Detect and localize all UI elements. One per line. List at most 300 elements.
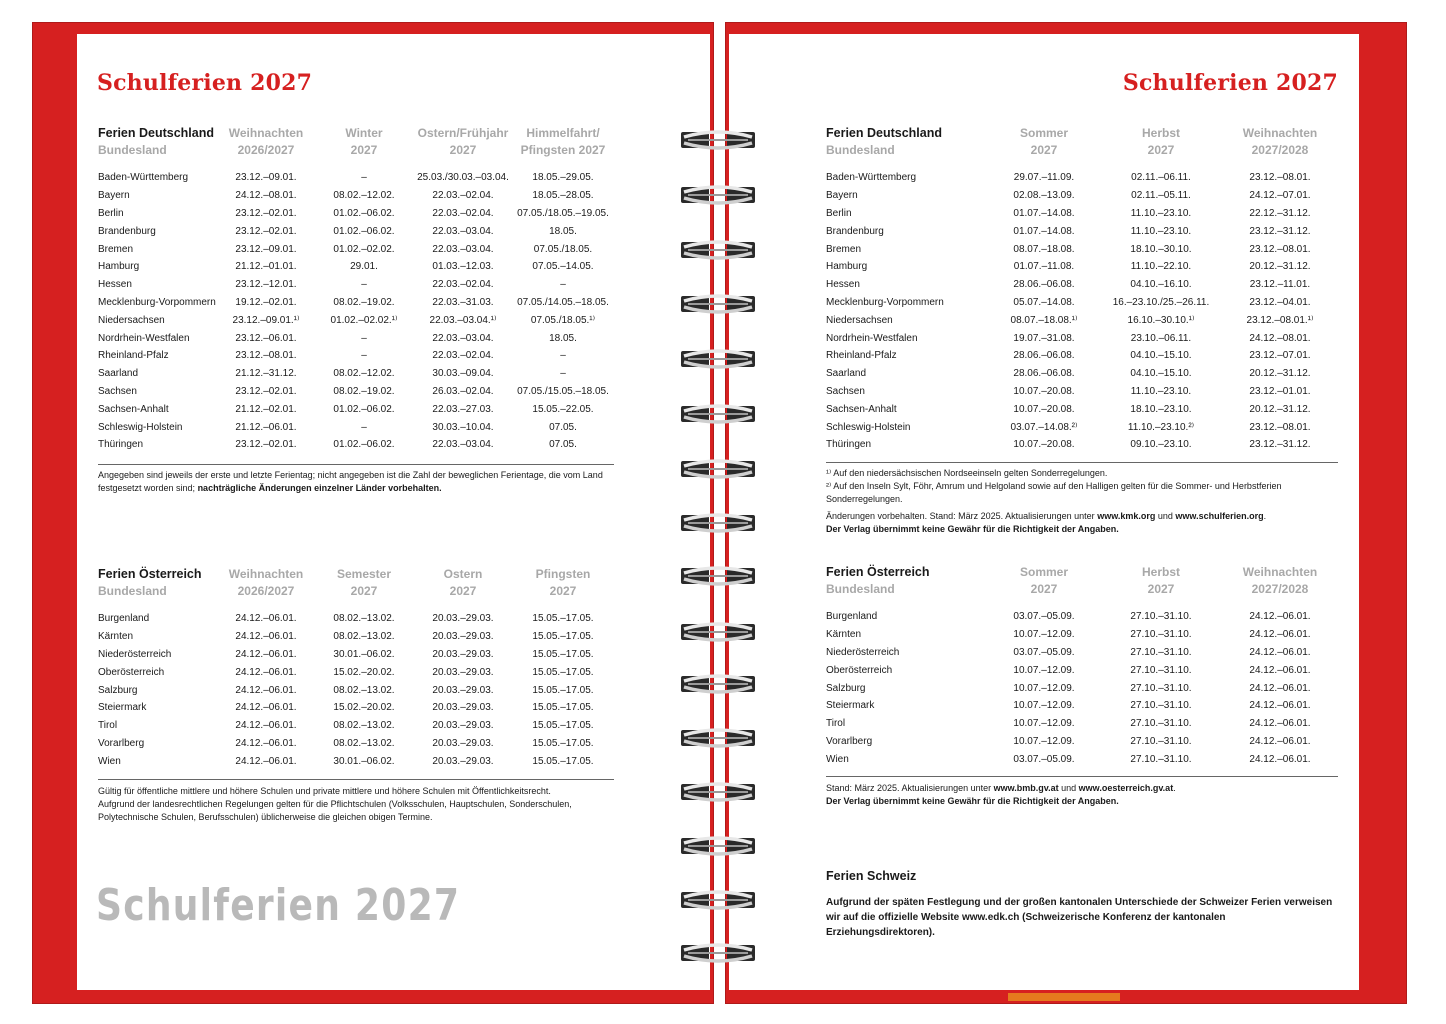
row-dates: 19.07.–31.08. [1013,332,1075,344]
row-dates: 15.05.–17.05. [532,684,594,696]
table-row [826,436,1340,454]
table-row [826,294,1340,312]
row-region: Mecklenburg-Vorpommern [98,296,216,308]
chapter-title: Schulferien 2027 [96,880,461,931]
row-region: Rheinland-Pfalz [826,350,897,362]
spiral-ring [680,673,756,695]
row-dates: 18.10.–30.10. [1130,243,1192,255]
row-dates: 04.10.–16.10. [1130,279,1192,291]
table-row [826,222,1340,240]
row-dates: 07.05./14.05.–18.05. [517,296,609,308]
row-region: Steiermark [826,700,875,712]
spiral-ring [680,512,756,534]
row-dates: 30.03.–10.04. [432,421,494,433]
row-region: Sachsen [826,385,865,397]
table-header-region: Ferien Deutschland Bundesland [98,126,214,157]
row-dates: 08.07.–18.08.¹⁾ [1010,314,1078,326]
row-region: Kärnten [826,629,862,641]
row-dates: 04.10.–15.10. [1130,350,1192,362]
row-dates: – [560,350,566,362]
row-dates: 11.10.–23.10. [1130,385,1192,397]
row-dates: 21.12.–06.01. [235,421,297,433]
row-dates: 07.05./15.05.–18.05. [517,385,609,397]
row-region: Thüringen [826,439,872,451]
table-row [98,418,614,436]
row-dates: 10.07.–12.09. [1013,664,1075,676]
row-dates: 23.12.–31.12. [1249,439,1311,451]
row-dates: 24.12.–08.01. [235,190,297,202]
row-region: Hamburg [98,261,140,273]
row-region: Bremen [98,243,134,255]
table-at-winter-spring [98,566,614,770]
table-row [98,699,614,717]
table-row [826,311,1340,329]
row-dates: 19.12.–02.01. [235,296,297,308]
row-dates: 23.10.–06.11. [1130,332,1192,344]
row-dates: 22.03.–03.04. [432,332,494,344]
row-dates: 05.07.–14.08. [1013,296,1075,308]
row-region: Salzburg [98,684,138,696]
row-dates: 02.11.–05.11. [1131,190,1191,202]
row-dates: 24.12.–06.01. [235,755,297,767]
row-dates: 10.07.–12.09. [1013,700,1075,712]
row-dates: 15.05.–17.05. [532,631,594,643]
row-dates: 20.03.–29.03. [432,648,494,660]
row-region: Tirol [826,718,846,730]
row-dates: 27.10.–31.10. [1130,735,1192,747]
row-dates: 03.07.–05.09. [1013,611,1075,623]
row-region: Hamburg [826,261,868,273]
row-dates: 11.10.–23.10. [1130,225,1192,237]
table-row [826,750,1340,768]
row-region: Nordrhein-Westfalen [98,332,190,344]
ch-heading: Ferien Schweiz [826,869,917,883]
table-row [826,400,1340,418]
row-dates: 08.02.–19.02. [333,296,395,308]
row-dates: 23.12.–02.01. [235,385,297,397]
row-dates: 24.12.–06.01. [1249,735,1311,747]
row-region: Saarland [826,368,867,380]
row-dates: 20.03.–29.03. [432,613,494,625]
row-dates: 24.12.–06.01. [235,631,297,643]
row-region: Burgenland [98,613,150,625]
row-dates: 30.03.–09.04. [432,368,494,380]
table-row [826,347,1340,365]
footnotes-de-right: ¹⁾ Auf den niedersächsischen Nordseeinseln gelten Sonderregelungen. ²⁾ Auf den Inseln Sylt, Föhr, Amrum und Helgoland sowie auf den Halligen gelten für die Sommer- und Herbstferien Sonderregelungen. Änderungen vorbehalten. Stand: März 2025. Aktualisierungen unter www.kmk.org und www.schulferien.org. Der Verlag übernimmt keine Gewähr für die Richtigkeit der Angaben. [826,468,1282,534]
row-dates: 15.05.–22.05. [532,403,594,415]
spiral-ring [680,889,756,911]
row-dates: 22.03.–03.04. [432,243,494,255]
row-dates: 23.12.–02.01. [235,225,297,237]
table-row [826,205,1340,223]
row-dates: 30.01.–06.02. [333,755,395,767]
table-row [98,169,614,187]
row-dates: 23.12.–04.01. [1249,296,1311,308]
row-dates: 20.03.–29.03. [432,702,494,714]
table-row [98,646,614,664]
row-dates: 29.07.–11.09. [1013,172,1075,184]
row-dates: 15.05.–17.05. [532,613,594,625]
table-row [98,187,614,205]
footnote-at-left: Gültig für öffentliche mittlere und höhere Schulen und private mittlere und höhere Schulen mit Öffentlichkeitsrecht. Aufgrund der landesrechtlichen Regelungen gelten für die Pflichtschulen (Volksschulen, Hauptschulen, Sonderschulen, Polytechnische Schulen, Berufsschulen) üblicherweise die gleichen obigen Termine. [98,786,572,822]
row-dates: 15.02.–20.02. [333,666,395,678]
row-region: Kärnten [98,631,134,643]
row-region: Niedersachsen [98,314,165,326]
row-dates: 23.12.–02.01. [235,207,297,219]
row-region: Burgenland [826,611,878,623]
table-row [98,383,614,401]
row-region: Rheinland-Pfalz [98,350,169,362]
row-region: Sachsen-Anhalt [826,403,897,415]
divider [98,464,614,465]
spiral-ring [680,835,756,857]
row-dates: 24.12.–06.01. [1249,753,1311,765]
row-dates: 20.03.–29.03. [432,631,494,643]
table-row [98,610,614,628]
row-region: Niederösterreich [826,646,900,658]
row-dates: 24.12.–08.01. [1249,332,1311,344]
col-header: Weihnachten 2027/2028 [1242,565,1318,596]
row-dates: 23.12.–09.01.¹⁾ [232,314,300,326]
table-row [826,383,1340,401]
row-dates: 02.08.–13.09. [1013,190,1075,202]
table-header-region: Ferien Österreich Bundesland [98,567,202,598]
row-dates: 07.05./18.05.¹⁾ [530,314,596,326]
row-dates: 26.03.–02.04. [432,385,494,397]
table-row [98,240,614,258]
table-row [98,400,614,418]
row-region: Bayern [98,190,130,202]
spiral-ring [680,239,756,261]
table-row [98,681,614,699]
spiral-ring [680,621,756,643]
row-region: Bremen [826,243,862,255]
row-dates: 27.10.–31.10. [1130,700,1192,712]
row-region: Vorarlberg [826,735,873,747]
table-row [98,717,614,735]
row-dates: 09.10.–23.10. [1130,439,1192,451]
row-dates: – [361,279,367,291]
row-dates: 23.12.–06.01. [235,332,297,344]
row-dates: 15.05.–17.05. [532,737,594,749]
spiral-ring [680,942,756,964]
row-dates: 23.12.–02.01. [235,439,297,451]
row-dates: 27.10.–31.10. [1130,718,1192,730]
table-row [826,240,1340,258]
row-dates: 20.12.–31.12. [1249,403,1311,415]
row-dates: – [361,332,367,344]
row-dates: 11.10.–23.10. [1130,207,1192,219]
col-header: Herbst 2027 [1141,565,1180,596]
row-dates: 08.02.–13.02. [333,720,395,732]
row-region: Niederösterreich [98,648,172,660]
table-row [826,644,1340,662]
row-region: Salzburg [826,682,866,694]
row-region: Schleswig-Holstein [98,421,183,433]
row-region: Hessen [826,279,860,291]
row-dates: 23.12.–12.01. [235,279,297,291]
row-dates: 01.03.–12.03. [432,261,494,273]
row-dates: 01.02.–02.02. [333,243,395,255]
spiral-ring [680,781,756,803]
row-dates: 25.03./30.03.–03.04. [417,172,509,184]
table-row [826,679,1340,697]
row-dates: 24.12.–06.01. [1249,664,1311,676]
table-row [826,276,1340,294]
row-dates: 11.10.–23.10.²⁾ [1127,421,1195,433]
row-dates: 27.10.–31.10. [1130,611,1192,623]
row-dates: 08.02.–13.02. [333,737,395,749]
row-dates: 08.02.–13.02. [333,684,395,696]
footnotes-at-right: Stand: März 2025. Aktualisierungen unter www.bmb.gv.at und www.oesterreich.gv.at. Der Verlag übernimmt keine Gewähr für die Richtigkeit der Angaben. [826,783,1176,806]
table-row [98,222,614,240]
row-dates: 15.05.–17.05. [532,720,594,732]
row-dates: 01.02.–06.02. [333,207,395,219]
row-dates: – [560,368,566,380]
spiral-ring [680,727,756,749]
col-header: Herbst 2027 [1141,126,1180,157]
table-row [98,628,614,646]
spiral-ring [680,565,756,587]
row-dates: 01.07.–14.08. [1013,207,1075,219]
row-region: Mecklenburg-Vorpommern [826,296,944,308]
row-dates: – [361,172,367,184]
row-dates: 01.02.–06.02. [333,225,395,237]
row-dates: 22.03.–03.04. [432,439,494,451]
row-dates: 18.05.–29.05. [532,172,594,184]
row-dates: – [361,350,367,362]
row-dates: 23.12.–08.01. [235,350,297,362]
row-dates: 22.03.–02.04. [432,190,494,202]
row-dates: 07.05. [549,439,577,451]
row-dates: 29.01. [350,261,378,273]
row-dates: 15.05.–17.05. [532,702,594,714]
table-row [98,735,614,753]
row-region: Berlin [98,207,124,219]
row-dates: 08.02.–19.02. [333,385,395,397]
row-dates: 10.07.–12.09. [1013,682,1075,694]
row-dates: 10.07.–20.08. [1013,385,1075,397]
table-row [98,294,614,312]
row-dates: – [560,279,566,291]
row-dates: 16.10.–30.10.¹⁾ [1127,314,1195,326]
table-row [826,187,1340,205]
row-dates: 21.12.–02.01. [235,403,297,415]
row-dates: 30.01.–06.02. [333,648,395,660]
spiral-ring [680,458,756,480]
row-dates: 01.07.–14.08. [1013,225,1075,237]
row-dates: 24.12.–07.01. [1249,190,1311,202]
row-region: Wien [98,755,121,767]
row-dates: 24.12.–06.01. [1249,700,1311,712]
row-dates: 28.06.–06.08. [1013,368,1075,380]
row-region: Steiermark [98,702,147,714]
row-region: Saarland [98,368,139,380]
row-dates: 24.12.–06.01. [235,613,297,625]
col-header: Ostern/Frühjahr 2027 [417,126,509,157]
row-dates: 08.02.–13.02. [333,631,395,643]
row-dates: 01.02.–02.02.¹⁾ [330,314,398,326]
row-region: Hessen [98,279,132,291]
row-dates: 23.12.–11.01. [1249,279,1311,291]
row-dates: 24.12.–06.01. [235,702,297,714]
row-dates: 20.03.–29.03. [432,720,494,732]
row-dates: 22.03.–27.03. [432,403,494,415]
row-dates: 23.12.–31.12. [1249,225,1311,237]
row-dates: 28.06.–06.08. [1013,279,1075,291]
row-dates: 27.10.–31.10. [1130,753,1192,765]
page-title-right: Schulferien 2027 [1122,70,1338,96]
row-dates: 11.10.–22.10. [1130,261,1192,273]
table-row [826,661,1340,679]
row-dates: 23.12.–08.01. [1249,421,1311,433]
row-dates: 03.07.–05.09. [1013,646,1075,658]
col-header: Weihnachten 2027/2028 [1242,126,1318,157]
row-region: Bayern [826,190,858,202]
row-region: Berlin [826,207,852,219]
row-dates: 22.03.–02.04. [432,207,494,219]
row-dates: 15.02.–20.02. [333,702,395,714]
table-row [826,418,1340,436]
row-dates: 20.12.–31.12. [1249,261,1311,273]
row-dates: 21.12.–31.12. [235,368,297,380]
row-dates: 10.07.–12.09. [1013,735,1075,747]
row-dates: 23.12.–07.01. [1249,350,1311,362]
table-header-region: Ferien Österreich Bundesland [826,565,930,596]
row-dates: 27.10.–31.10. [1130,682,1192,694]
row-dates: 07.05./18.05. [533,243,593,255]
row-region: Schleswig-Holstein [826,421,911,433]
table-row [826,258,1340,276]
spiral-ring [680,348,756,370]
row-dates: 07.05. [549,421,577,433]
row-region: Tirol [98,720,118,732]
table-row [826,169,1340,187]
row-dates: 07.05.–14.05. [532,261,594,273]
row-dates: 01.02.–06.02. [333,403,395,415]
row-dates: 27.10.–31.10. [1130,629,1192,641]
row-region: Oberösterreich [98,666,165,678]
col-header: Ostern 2027 [443,567,483,598]
table-row [98,347,614,365]
table-at-summer-autumn [826,564,1340,768]
col-header: Weihnachten 2026/2027 [228,567,304,598]
row-dates: 18.10.–23.10. [1130,403,1192,415]
row-dates: 22.03.–03.04. [432,225,494,237]
row-region: Sachsen [98,385,137,397]
table-de-summer-autumn [826,125,1340,454]
row-dates: – [361,421,367,433]
row-dates: 24.12.–06.01. [235,720,297,732]
row-dates: 21.12.–01.01. [235,261,297,273]
row-dates: 08.07.–18.08. [1013,243,1075,255]
row-region: Brandenburg [98,225,156,237]
row-dates: 24.12.–06.01. [235,648,297,660]
row-dates: 20.03.–29.03. [432,737,494,749]
row-dates: 27.10.–31.10. [1130,664,1192,676]
row-dates: 10.07.–20.08. [1013,439,1075,451]
row-dates: 24.12.–06.01. [1249,646,1311,658]
divider [826,462,1338,463]
row-dates: 10.07.–12.09. [1013,718,1075,730]
row-dates: 01.07.–11.08. [1013,261,1075,273]
row-dates: 24.12.–06.01. [1249,682,1311,694]
ch-text: Aufgrund der späten Festlegung und der großen kantonalen Unterschiede der Schweizer Ferien verweisen wir auf die offizielle Website www.edk.ch (Schweizerische Konferenz der kantonalen Erziehungsdirektoren). [826,897,1333,938]
row-dates: 01.02.–06.02. [333,439,395,451]
row-dates: 08.02.–12.02. [333,368,395,380]
row-dates: 03.07.–14.08.²⁾ [1010,421,1078,433]
col-header: Semester 2027 [336,567,392,598]
row-dates: 18.05.–28.05. [532,190,594,202]
table-row [98,329,614,347]
table-row [826,365,1340,383]
col-header: Sommer 2027 [1019,126,1069,157]
row-dates: 20.12.–31.12. [1249,368,1311,380]
table-row [826,733,1340,751]
row-dates: 22.03.–31.03. [432,296,494,308]
spiral-ring [680,184,756,206]
row-dates: 24.12.–06.01. [235,684,297,696]
row-region: Thüringen [98,439,144,451]
row-dates: 08.02.–12.02. [333,190,395,202]
table-row [826,626,1340,644]
row-dates: 23.12.–08.01.¹⁾ [1246,314,1314,326]
footnote-de-left: Angegeben sind jeweils der erste und letzte Ferientag; nicht angegeben ist die Zahl der beweglichen Ferientage, die vom Land festgesetzt worden sind; nachträgliche Änderungen einzelner Länder vorbehalten. [98,470,603,493]
row-region: Sachsen-Anhalt [98,403,169,415]
row-dates: 07.05./18.05.–19.05. [517,207,609,219]
bookmark-ribbon [1008,993,1120,1001]
table-de-winter-spring [98,125,614,454]
row-region: Baden-Württemberg [826,172,917,184]
row-dates: 22.03.–03.04.¹⁾ [429,314,497,326]
row-dates: 20.03.–29.03. [432,755,494,767]
row-dates: 23.12.–09.01. [235,243,297,255]
table-row [98,752,614,770]
table-row [826,715,1340,733]
row-dates: 02.11.–06.11. [1131,172,1191,184]
row-dates: 22.03.–02.04. [432,279,494,291]
table-row [98,276,614,294]
row-dates: 22.03.–02.04. [432,350,494,362]
row-dates: 24.12.–06.01. [1249,718,1311,730]
row-dates: 23.12.–01.01. [1249,385,1311,397]
col-header: Pfingsten 2027 [535,567,591,598]
row-region: Wien [826,753,849,765]
row-region: Vorarlberg [98,737,145,749]
table-row [826,608,1340,626]
table-row [98,311,614,329]
row-region: Oberösterreich [826,664,893,676]
row-dates: 24.12.–06.01. [1249,611,1311,623]
row-region: Baden-Württemberg [98,172,189,184]
spiral-ring [680,293,756,315]
col-header: Sommer 2027 [1019,565,1069,596]
row-dates: 22.12.–31.12. [1249,207,1311,219]
row-dates: 15.05.–17.05. [532,648,594,660]
col-header: Weihnachten 2026/2027 [228,126,304,157]
table-row [98,205,614,223]
row-dates: 18.05. [549,225,577,237]
row-dates: 23.12.–09.01. [235,172,297,184]
table-row [98,258,614,276]
row-dates: 27.10.–31.10. [1130,646,1192,658]
col-header: Himmelfahrt/ Pfingsten 2027 [520,126,606,157]
row-dates: 10.07.–20.08. [1013,403,1075,415]
table-row [98,663,614,681]
row-dates: 23.12.–08.01. [1249,172,1311,184]
row-dates: 20.03.–29.03. [432,684,494,696]
row-dates: 08.02.–13.02. [333,613,395,625]
